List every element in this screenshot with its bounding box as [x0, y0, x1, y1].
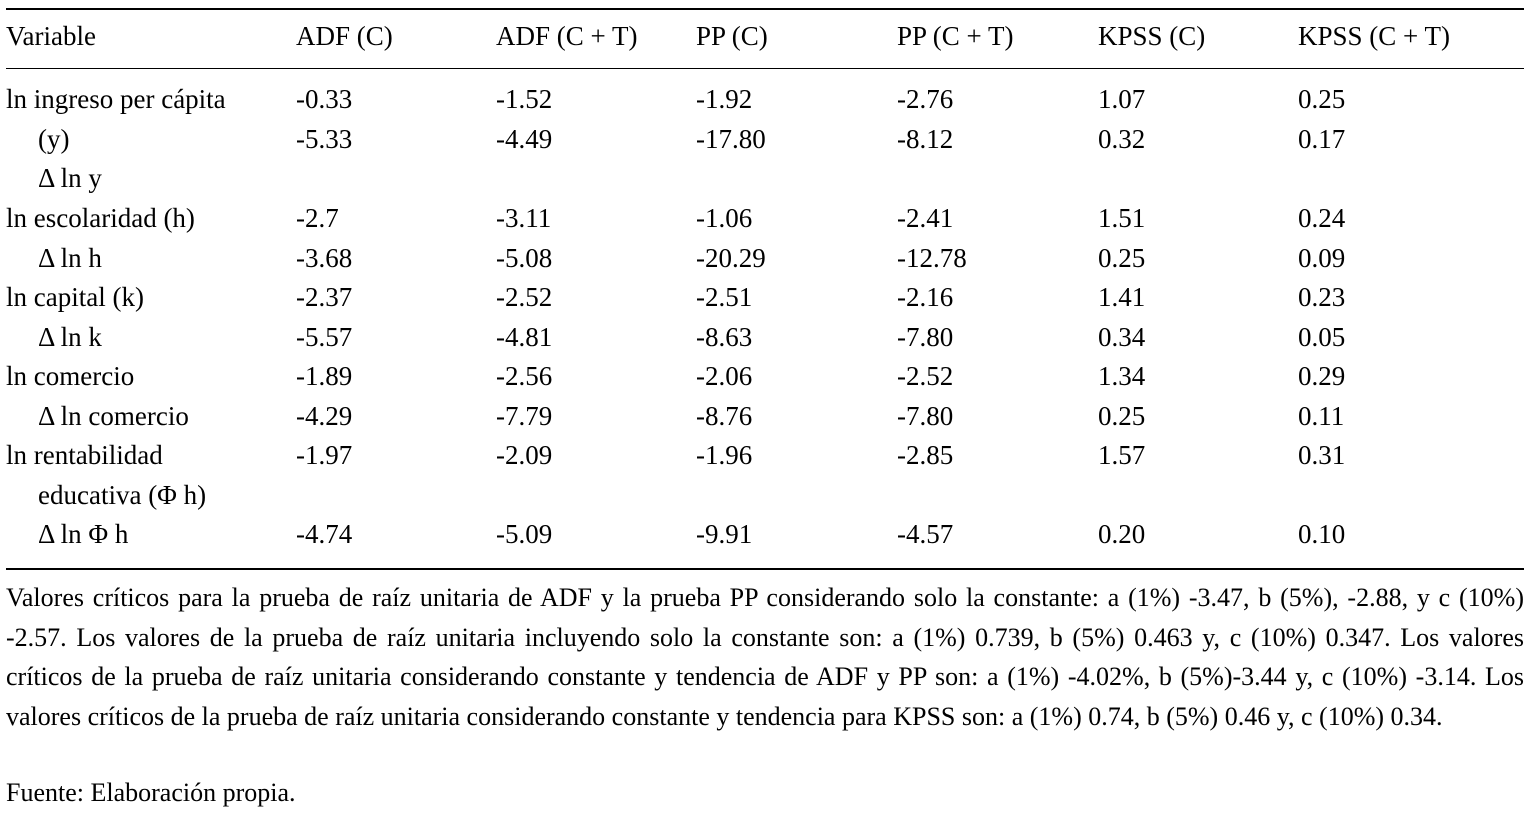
table-row [6, 435, 1524, 475]
value-kpss-ct: 0.09 [1298, 243, 1346, 273]
value-adf-c: -5.33 [296, 124, 353, 154]
value-adf-ct: -2.56 [496, 361, 553, 391]
value-pp-ct: -4.57 [897, 519, 954, 549]
value-pp-c: -17.80 [696, 124, 766, 154]
value-adf-ct: -4.49 [496, 124, 553, 154]
value-adf-ct: -1.52 [496, 84, 553, 114]
value-kpss-c: 1.07 [1098, 84, 1146, 114]
value-adf-c: -4.29 [296, 401, 353, 431]
table-top-rule [6, 8, 1524, 10]
row-label: Δ ln h [38, 243, 102, 273]
header-pp-c: PP (C) [696, 21, 768, 51]
value-pp-c: -8.76 [696, 401, 753, 431]
value-kpss-c: 0.25 [1098, 401, 1146, 431]
value-pp-ct: -7.80 [897, 401, 954, 431]
value-kpss-c: 0.25 [1098, 243, 1146, 273]
value-kpss-ct: 0.17 [1298, 124, 1346, 154]
value-kpss-ct: 0.24 [1298, 203, 1346, 233]
value-pp-c: -2.51 [696, 282, 753, 312]
value-adf-ct: -3.11 [496, 203, 552, 233]
table-row [6, 396, 1524, 436]
table-row [6, 277, 1524, 317]
table-bottom-rule [6, 568, 1524, 570]
row-label: Δ ln comercio [38, 401, 189, 431]
header-kpss-ct: KPSS (C + T) [1298, 21, 1451, 51]
table-row [6, 356, 1524, 396]
value-pp-ct: -2.41 [897, 203, 954, 233]
table-notes: Valores críticos para la prueba de raíz unitaria de ADF y la prueba PP considerando solo la constante: a (1%) -3.47, b (5%), -2.88, y c (10%) -2.57. Los valores de la prueba de raíz unitaria incluyendo solo la constante son: a (1%) 0.739, b (5%) 0.463 y, c (10%) 0.347. Los valores críticos de la prueba de raíz unitaria considerando constante y tendencia de ADF y PP son: a (1%) -4.02%, b (5%)-3.44 y, c (10%) -3.14. Los valores críticos de la prueba de raíz unitaria considerando constante y tendencia para KPSS son: a (1%) 0.74, b (5%) 0.46 y, c (10%) 0.34. [6, 583, 1524, 731]
value-adf-c: -2.7 [296, 203, 339, 233]
table-row [6, 198, 1524, 238]
table-header-row [6, 16, 1524, 56]
value-kpss-c: 1.34 [1098, 361, 1146, 391]
header-kpss-c: KPSS (C) [1098, 21, 1206, 51]
table-row [6, 475, 1524, 515]
row-label: ln rentabilidad [6, 440, 163, 470]
row-label: ln comercio [6, 361, 135, 391]
table-row [6, 238, 1524, 278]
value-adf-ct: -4.81 [496, 322, 553, 352]
value-kpss-ct: 0.29 [1298, 361, 1346, 391]
value-pp-c: -1.92 [696, 84, 753, 114]
row-label: Δ ln k [38, 322, 102, 352]
row-label: (y) [38, 124, 70, 154]
value-adf-ct: -5.09 [496, 519, 553, 549]
value-pp-c: -20.29 [696, 243, 766, 273]
row-label: educativa (Φ h) [38, 480, 207, 510]
value-pp-c: -2.06 [696, 361, 753, 391]
row-label: ln capital (k) [6, 282, 144, 312]
value-pp-ct: -2.85 [897, 440, 954, 470]
value-adf-c: -1.89 [296, 361, 353, 391]
header-adf-ct: ADF (C + T) [496, 21, 638, 51]
value-pp-ct: -2.16 [897, 282, 954, 312]
value-kpss-c: 0.20 [1098, 519, 1146, 549]
value-kpss-c: 1.57 [1098, 440, 1146, 470]
value-adf-c: -0.33 [296, 84, 353, 114]
value-kpss-c: 0.32 [1098, 124, 1146, 154]
value-adf-ct: -2.09 [496, 440, 553, 470]
row-label: ln ingreso per cápita [6, 84, 226, 114]
value-pp-c: -1.96 [696, 440, 753, 470]
value-pp-ct: -7.80 [897, 322, 954, 352]
value-kpss-ct: 0.23 [1298, 282, 1346, 312]
value-kpss-ct: 0.11 [1298, 401, 1345, 431]
value-pp-c: -1.06 [696, 203, 753, 233]
value-pp-ct: -2.52 [897, 361, 954, 391]
value-pp-ct: -8.12 [897, 124, 954, 154]
value-adf-ct: -5.08 [496, 243, 553, 273]
value-kpss-ct: 0.25 [1298, 84, 1346, 114]
value-pp-ct: -12.78 [897, 243, 967, 273]
value-adf-c: -2.37 [296, 282, 353, 312]
value-kpss-c: 1.41 [1098, 282, 1146, 312]
value-pp-c: -8.63 [696, 322, 753, 352]
value-pp-ct: -2.76 [897, 84, 954, 114]
header-adf-c: ADF (C) [296, 21, 393, 51]
value-adf-ct: -7.79 [496, 401, 553, 431]
value-adf-c: -5.57 [296, 322, 353, 352]
header-variable: Variable [6, 21, 96, 51]
table-row [6, 119, 1524, 159]
table-row [6, 514, 1524, 554]
row-label: Δ ln y [38, 163, 102, 193]
value-kpss-ct: 0.05 [1298, 322, 1346, 352]
table-header-rule [6, 68, 1524, 69]
table-row [6, 158, 1524, 198]
value-adf-c: -3.68 [296, 243, 353, 273]
value-adf-c: -4.74 [296, 519, 353, 549]
value-adf-c: -1.97 [296, 440, 353, 470]
table-row [6, 317, 1524, 357]
value-kpss-ct: 0.10 [1298, 519, 1346, 549]
value-kpss-c: 0.34 [1098, 322, 1146, 352]
value-adf-ct: -2.52 [496, 282, 553, 312]
value-kpss-c: 1.51 [1098, 203, 1146, 233]
table-row [6, 79, 1524, 119]
header-pp-ct: PP (C + T) [897, 21, 1014, 51]
row-label: Δ ln Φ h [38, 519, 129, 549]
table-source: Fuente: Elaboración propia. [6, 778, 296, 807]
value-kpss-ct: 0.31 [1298, 440, 1346, 470]
row-label: ln escolaridad (h) [6, 203, 195, 233]
value-pp-c: -9.91 [696, 519, 753, 549]
